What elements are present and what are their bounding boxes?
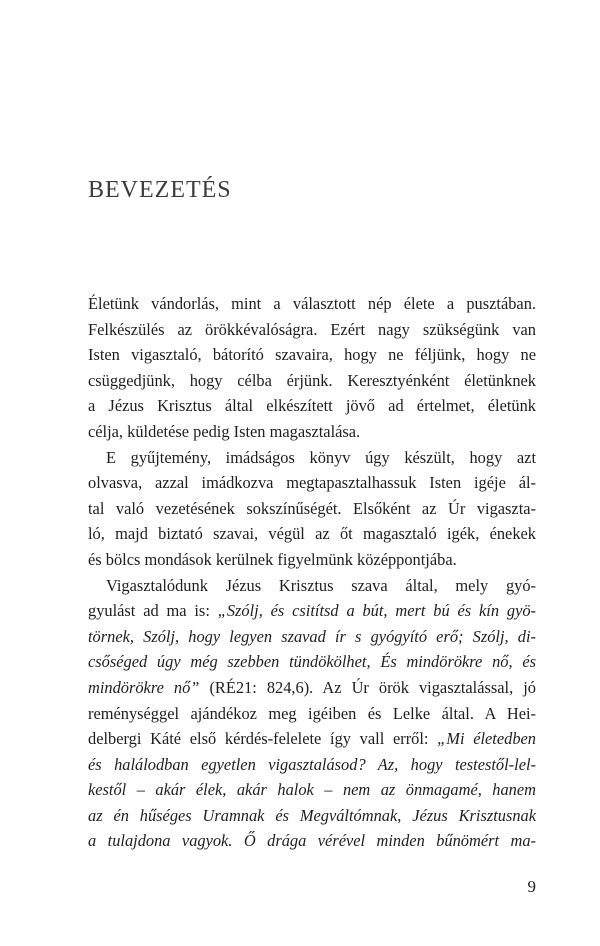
text-line: Életünk vándorlás, mint a választott nép élete a pusztában. (88, 294, 536, 313)
text-line: Isten vigasztaló, bátorító szavaira, hogy ne féljünk, hogy ne (88, 345, 536, 365)
italic-quote: törnek, Szólj, hogy legyen szavad ír s gyógyító erő; Szólj, di- (88, 626, 536, 646)
text-line: E gyűjtemény, imádságos könyv úgy készült, hogy azt (106, 447, 536, 467)
text-line (88, 726, 536, 752)
chapter-title: BEVEZETÉS (88, 177, 232, 203)
text-line (88, 573, 536, 599)
italic-quote: „Mi életedben (437, 729, 536, 749)
text-line: csüggedjünk, hogy célba érjünk. Keresztyénként életünknek (88, 370, 536, 390)
italic-quote: a tulajdona vagyok. Ő drága vérével minden bűnömért ma- (88, 831, 536, 851)
text-line (88, 624, 536, 650)
text-line (88, 701, 536, 727)
text-run: Vigasztalódunk Jézus Krisztus szava által, mely gyó- (106, 575, 536, 595)
text-run: (RÉ21: 824,6). Az Úr örök vigasztalással, jó (199, 677, 536, 697)
text-line (88, 675, 536, 701)
italic-quote: az én hűséges Uramnak és Megváltómnak, Jézus Krisztusnak (88, 805, 536, 825)
text-line (88, 777, 536, 803)
text-line: célja, küldetése pedig Isten magasztalása. (88, 421, 361, 441)
italic-quote: csőséged úgy még szebben tündökölhet, És mindörökre nő, és (88, 652, 536, 672)
italic-quote: és halálodban egyetlen vigasztalásod? Az, hogy testestől-lel- (88, 754, 536, 774)
page-number: 9 (527, 877, 536, 896)
text-line: ló, majd biztató szavai, végül az őt magasztaló igék, énekek (88, 524, 536, 544)
text-line (88, 828, 536, 854)
text-line (88, 649, 536, 675)
italic-quote: kestől – akár élek, akár halok – nem az önmagamé, hanem (88, 780, 536, 800)
text-line (88, 752, 536, 778)
paragraph (88, 573, 536, 855)
text-run: delbergi Káté első kérdés-felelete így vall erről: (88, 729, 438, 749)
text-line: és bölcs mondások kerülnek figyelmünk középpontjába. (88, 549, 457, 569)
text-run: reménységgel ajándékoz meg igéiben és Lelke által. A Hei- (88, 703, 536, 723)
italic-quote: „Szólj, és csitítsd a bút, mert bú és kín gyö- (217, 601, 536, 621)
text-line: Felkészülés az örökkévalóságra. Ezért nagy szükségünk van (88, 319, 536, 339)
paragraph (88, 445, 536, 573)
text-line: olvasva, azzal imádkozva megtapasztalhassuk Isten igéje ál- (88, 473, 536, 493)
text-line: tal való vezetésének sokszínűségét. Elsőként az Úr vigaszta- (88, 498, 536, 518)
italic-quote: mindörökre nő” (88, 677, 200, 697)
body-text (88, 291, 536, 854)
paragraph (88, 291, 536, 445)
text-line (88, 803, 536, 829)
text-line (88, 598, 536, 624)
text-line: a Jézus Krisztus által elkészített jövő ad értelmet, életünk (88, 396, 536, 416)
text-run: gyulást ad ma is: (88, 601, 218, 621)
